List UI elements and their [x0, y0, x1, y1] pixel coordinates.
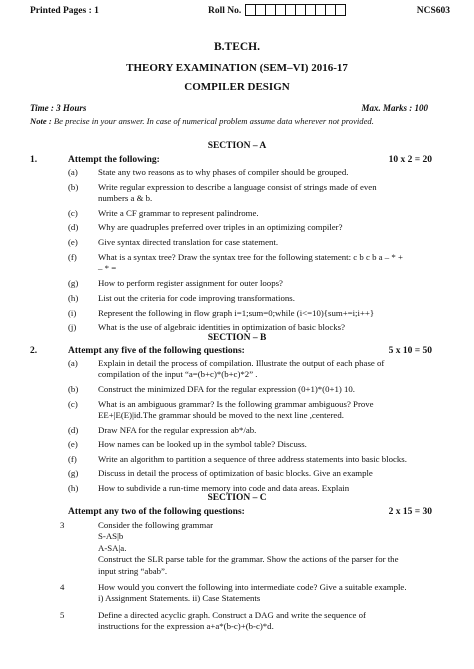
question-marks: 10 x 2 = 20: [388, 155, 432, 165]
question-text-line: compilation of the input “a=(b+c)*(b+c)*2” .: [98, 369, 258, 380]
question-item-label: (b): [68, 181, 79, 192]
question-text-line: Discuss in detail the process of optimization of basic blocks. Give an example: [98, 468, 373, 479]
section-b-heading: SECTION – B: [207, 333, 267, 343]
question-item-label: (j): [68, 322, 77, 333]
question-item-text: [98, 252, 438, 275]
question-item-label: 4: [60, 582, 65, 592]
question-text-line: How would you convert the following into intermediate code? Give a suitable example.: [98, 582, 407, 592]
question-item-text: [98, 308, 438, 319]
section-a-heading: SECTION – A: [207, 141, 267, 151]
question-item-label: (a): [68, 167, 78, 177]
max-marks: Max. Marks : 100: [361, 103, 428, 113]
question-item-text: [98, 425, 438, 436]
question-item-label: (e): [68, 439, 78, 450]
question-item-text: [98, 610, 438, 633]
note-label: Note :: [30, 116, 52, 126]
question-text-line: State any two reasons as to why phases of compiler should be grouped.: [98, 167, 349, 177]
question-text-line: numbers a & b.: [98, 193, 153, 204]
question-item-text: [98, 278, 438, 289]
question-text-line: Represent the following in flow graph i=1;sum=0;while (i<=10){sum+=i;i++}: [98, 307, 375, 318]
question-text-line: Write regular expression to describe a language consist of strings made of even: [98, 181, 377, 192]
exam-note: [30, 116, 460, 126]
question-item-label: (b): [68, 384, 79, 394]
question-marks: 2 x 15 = 30: [388, 507, 432, 517]
question-text-line: S-AS|b: [98, 531, 124, 542]
question-text-line: Construct the minimized DFA for the regular expression (0+1)*(0+1) 10.: [98, 384, 355, 394]
question-text-line: Consider the following grammar: [98, 520, 214, 530]
question-instruction: Attempt any two of the following questions:: [68, 507, 245, 517]
question-item-label: (c): [68, 207, 78, 218]
question-text-line: – * =: [98, 263, 117, 274]
question-item-text: [98, 167, 438, 178]
paper-code: NCS603: [416, 6, 450, 16]
question-item-label: (d): [68, 424, 79, 435]
question-text-line: List out the criteria for code improving transformations.: [98, 293, 295, 303]
paper-header: [30, 4, 450, 20]
time-allowed: Time : 3 Hours: [30, 103, 87, 113]
degree-title: B.TECH.: [213, 41, 260, 53]
note-text: Be precise in your answer. In case of numerical problem assume data wherever not provided.: [51, 116, 374, 126]
question-item-label: (d): [68, 222, 79, 233]
question-text-line: Define a directed acyclic graph. Construct a DAG and write the sequence of: [98, 609, 366, 620]
subject-title: COMPILER DESIGN: [184, 81, 290, 93]
question-item-text: [98, 439, 438, 450]
question-text-line: What is the use of algebraic identities in optimization of basic blocks?: [98, 322, 345, 333]
question-text-line: A-SA|a.: [98, 542, 127, 553]
question-text-line: What is an ambiguous grammar? Is the following grammar ambiguous? Prove: [98, 398, 374, 409]
question-number: 2.: [30, 346, 38, 356]
question-item-text: [98, 399, 438, 422]
question-item-text: [98, 182, 438, 205]
roll-number-box[interactable]: [335, 4, 346, 16]
question-instruction: Attempt the following:: [68, 155, 160, 165]
question-text-line: Give syntax directed translation for case statement.: [98, 237, 279, 248]
question-item-text: [98, 222, 438, 233]
roll-number-boxes: [245, 4, 345, 16]
question-item-text: [98, 582, 438, 605]
question-text-line: Write a CF grammar to represent palindrome.: [98, 207, 259, 218]
question-item-label: (i): [68, 307, 77, 318]
question-text-line: Why are quadruples preferred over triples in an optimizing compiler?: [98, 222, 343, 233]
question-text-line: Construct the SLR parse table for the grammar. Show the actions of the parser for the: [98, 554, 399, 565]
question-item-label: 5: [60, 609, 65, 620]
question-text-line: How names can be looked up in the symbol table? Discuss.: [98, 439, 307, 450]
roll-no-label: Roll No.: [208, 6, 242, 16]
question-item-text: [98, 208, 438, 219]
question-item-label: (e): [68, 237, 78, 248]
question-text-line: instructions for the expression a+a*(b-c)+(b-c)*d.: [98, 621, 274, 632]
question-item-label: (c): [68, 398, 78, 409]
question-item-text: [98, 468, 438, 479]
section-c-heading: SECTION – C: [207, 493, 267, 503]
question-item-label: (g): [68, 278, 79, 289]
question-item-text: [98, 520, 438, 577]
question-text-line: i) Assignment Statements. ii) Case Statements: [98, 593, 261, 604]
question-item-label: 3: [60, 520, 65, 530]
question-item-text: [98, 237, 438, 248]
question-item-label: (f): [68, 252, 77, 262]
question-item-text: [98, 358, 438, 381]
question-item-text: [98, 454, 438, 465]
question-text-line: Draw NFA for the regular expression ab*/ab.: [98, 424, 257, 435]
question-item-label: (f): [68, 453, 77, 464]
question-text-line: Explain in detail the process of compilation. Illustrate the output of each phase of: [98, 358, 385, 368]
question-item-label: (g): [68, 468, 79, 479]
question-instruction: Attempt any five of the following questions:: [68, 346, 245, 356]
question-text-line: How to perform register assignment for outer loops?: [98, 278, 283, 289]
question-item-label: (h): [68, 293, 79, 303]
printed-pages-label: Printed Pages : 1: [30, 6, 99, 16]
question-text-line: Write an algorithm to partition a sequence of three address statements into basic blocks.: [98, 453, 407, 464]
question-text-line: What is a syntax tree? Draw the syntax tree for the following statement: c b c b a – * +: [98, 252, 403, 262]
question-text-line: EE+|E(E)|id.The grammar should be moved to the next line ,centered.: [98, 410, 344, 420]
question-text-line: input string “abab”.: [98, 565, 168, 576]
question-item-text: [98, 384, 438, 395]
question-text-line: How to subdivide a run-time memory into code and data areas. Explain: [98, 483, 350, 493]
exam-title: THEORY EXAMINATION (SEM–VI) 2016-17: [126, 62, 348, 74]
question-item-text: [98, 293, 438, 304]
question-item-label: (h): [68, 483, 79, 493]
question-number: 1.: [30, 155, 38, 165]
question-marks: 5 x 10 = 50: [388, 346, 432, 356]
question-item-label: (a): [68, 358, 78, 368]
